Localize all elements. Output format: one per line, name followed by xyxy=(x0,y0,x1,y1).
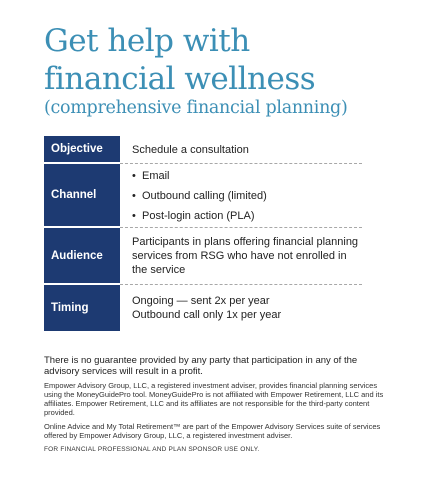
empower-note: Empower Advisory Group, LLC, a registered investment adviser, provides financial planning services using the MoneyGuidePro tool. MoneyGuidePro is not affiliated with Empower Retirement, LLC and its affiliates. Empower Retirement, LLC and its affiliates are not responsible for the third-party content provided. xyxy=(44,381,384,417)
table-row-audience xyxy=(44,228,362,285)
footer xyxy=(44,355,384,454)
channel-list xyxy=(132,166,362,226)
title-line-2: financial wellness xyxy=(44,61,316,97)
use-only-notice: FOR FINANCIAL PROFESSIONAL AND PLAN SPONSOR USE ONLY. xyxy=(44,446,260,453)
timing-line-1: Ongoing — sent 2x per year xyxy=(132,295,270,307)
timing-line-2: Outbound call only 1x per year xyxy=(132,309,282,321)
table-row-objective xyxy=(44,136,362,164)
page-title xyxy=(44,22,414,98)
row-value-channel xyxy=(120,164,362,228)
row-value-timing xyxy=(120,285,362,331)
list-item: • Post-login action (PLA) xyxy=(132,206,362,226)
online-advice-note: Online Advice and My Total Retirement™ are part of the Empower Advisory Services suite of services offered by Empower Advisory Group, LLC, a registered investment adviser. xyxy=(44,422,381,440)
page-subtitle: (comprehensive financial planning) xyxy=(44,98,348,118)
row-label-audience: Audience xyxy=(44,228,120,285)
table-row-timing xyxy=(44,285,362,331)
list-item: • Email xyxy=(132,166,362,186)
profit-disclaimer: There is no guarantee provided by any party that participation in any of the advisory services will result in a profit. xyxy=(44,355,358,377)
list-item: • Outbound calling (limited) xyxy=(132,186,362,206)
row-label-objective: Objective xyxy=(44,136,120,164)
info-table xyxy=(44,136,362,331)
table-row-channel xyxy=(44,164,362,228)
row-label-channel: Channel xyxy=(44,164,120,228)
row-label-timing: Timing xyxy=(44,285,120,331)
title-line-1: Get help with xyxy=(44,23,250,59)
row-value-objective: Schedule a consultation xyxy=(120,136,362,164)
row-value-audience: Participants in plans offering financial planning services from RSG who have not enrolled in the service xyxy=(120,228,362,285)
